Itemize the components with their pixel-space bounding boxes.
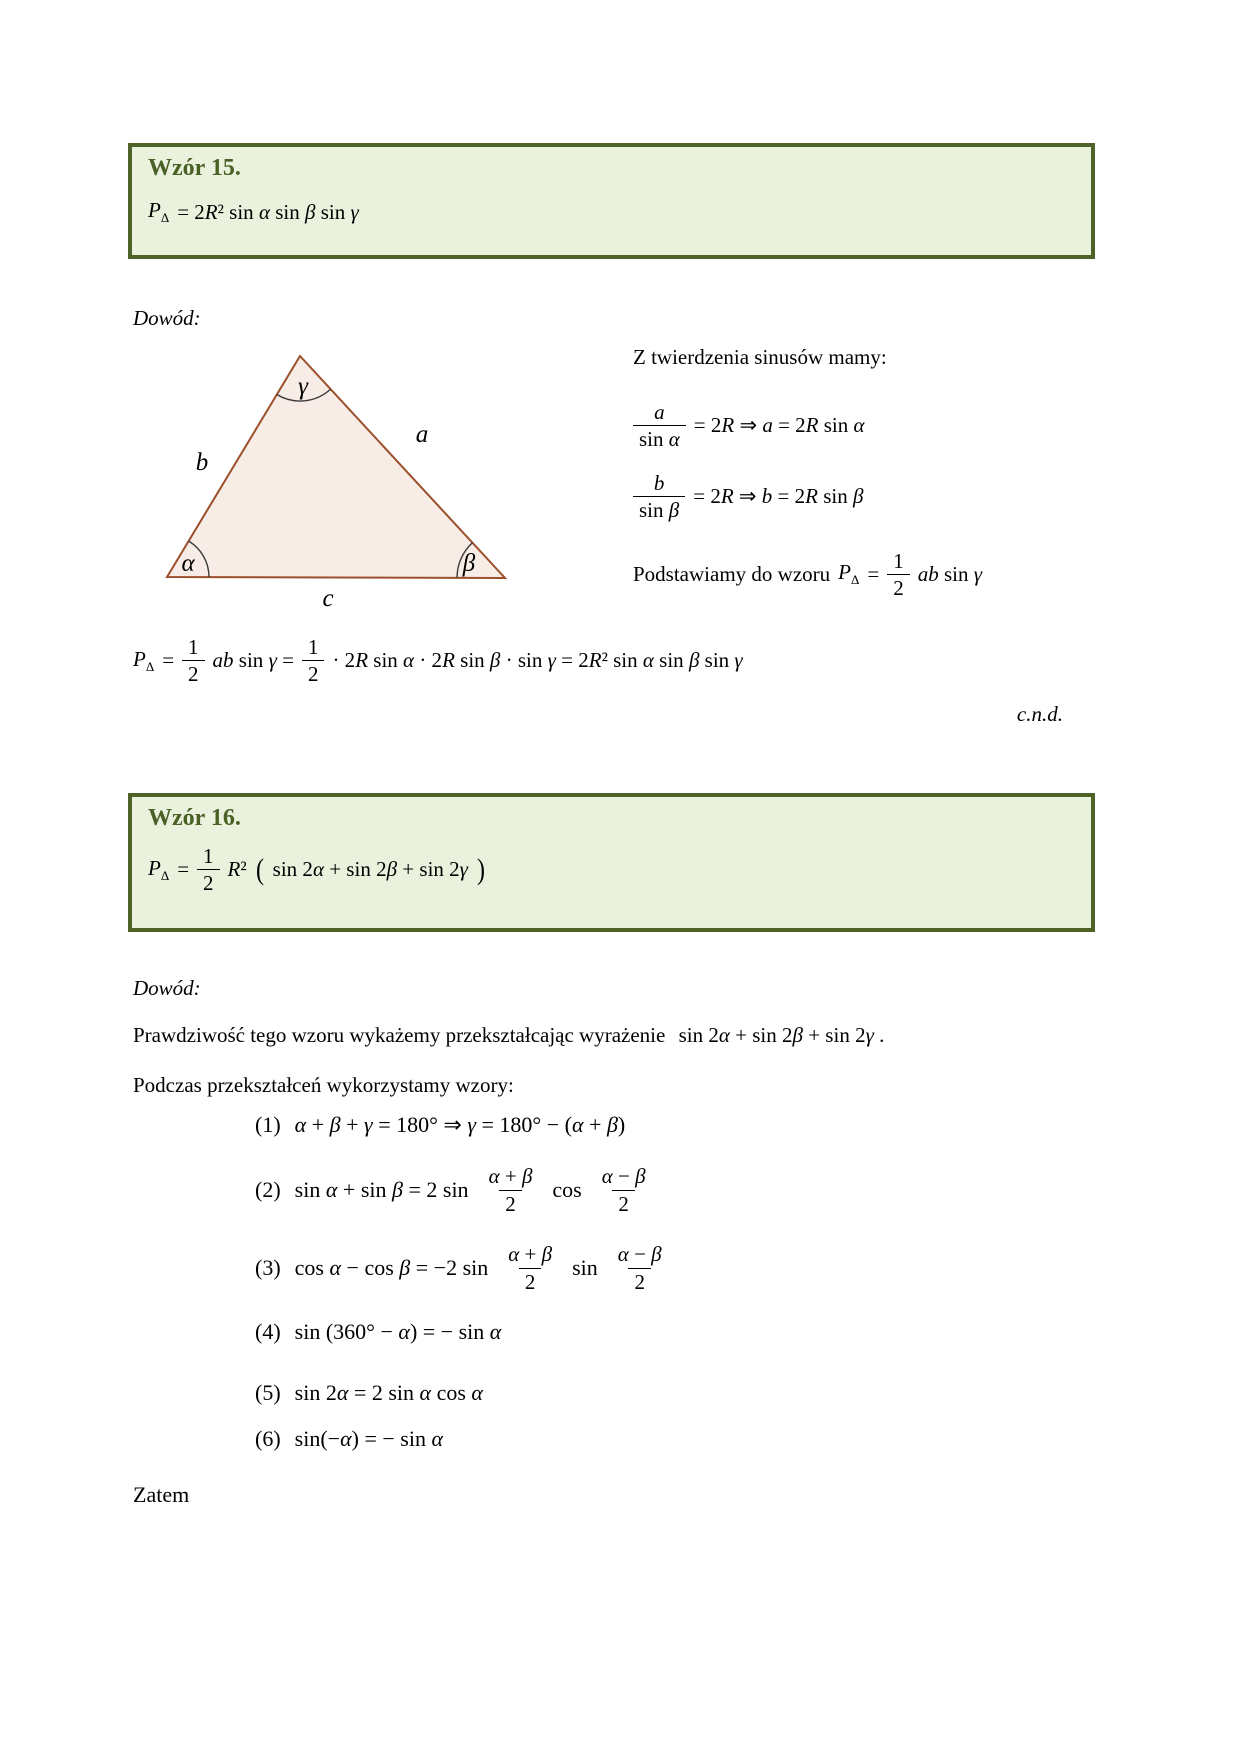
item-math: sin [572,1255,598,1280]
box15-formula-body: = 2R² sin α sin β sin γ [177,199,359,224]
intro-expression: sin 2α + sin 2β + sin 2γ . [678,1023,885,1047]
delta-subscript: Δ [160,210,170,226]
identity-list [255,1112,668,1452]
fraction-one-half: $\frac{1}{2}$ [182,635,205,686]
tools-line: Podczas przekształceń wykorzystamy wzory: [133,1073,514,1097]
box15-title: Wzór 15. [148,155,241,181]
identity-item-2 [255,1158,668,1222]
fraction-alpha-minus-beta: $\frac{\alpha - \beta}{2}$ [617,1242,662,1294]
item-math: sin (360° − α) = − sin α [294,1319,502,1344]
delta-subscript: Δ [850,572,860,588]
item-math: sin 2α = 2 sin α cos α [294,1380,483,1405]
angle-label-beta: β [462,550,476,577]
box16-formula: $P_\Delta$ = $\frac{1}{2}$ R² ( sin 2α + sin 2β + sin 2γ ) [148,844,485,896]
qed-label: c.n.d. [1016,702,1063,726]
identity-item-5 [255,1380,668,1406]
identity-item-4 [255,1316,668,1348]
fraction-one-half: $\frac{1}{2}$ [887,549,910,600]
triangle-polygon [167,356,505,578]
closing-label: Zatem [133,1482,190,1507]
item-math: sin(−α) = − sin α [294,1426,444,1451]
item-number: (3) [255,1255,281,1280]
box15-formula [148,198,1091,226]
p-delta-symbol: $P_\Delta$ [133,646,155,674]
formula-box-16 [128,793,1095,932]
item-math: cos [552,1177,582,1202]
derivation-line: $P_\Delta$ = $\frac{1}{2}$ ab sin γ = $\frac{1}{2}$ · 2R sin α · 2R sin β · sin γ = 2R² sin α sin β sin γ [133,635,743,687]
item-number: (6) [255,1426,281,1451]
item-number: (1) [255,1112,281,1137]
substitution-line: Podstawiamy do wzoru $P_\Delta$ = $\frac{1}{2}$ ab sin γ [633,548,982,600]
side-label-a: a [415,421,429,448]
formula-box-15 [128,143,1095,259]
p-delta-symbol: $P_\Delta$ [838,560,860,588]
item-number: (5) [255,1380,281,1405]
fraction-alpha-minus-beta: $\frac{\alpha - \beta}{2}$ [601,1164,646,1216]
sine-formula-a: $\frac{a}{\text{sin α}}$ = 2R ⇒ a = 2R sin α [633,400,1113,451]
item-number: (4) [255,1319,281,1344]
p-delta-symbol: $P_\Delta$ [148,855,170,883]
proof16-intro: Prawdziwość tego wzoru wykażemy przekształcając wyrażenie sin 2α + sin 2β + sin 2γ . [133,1023,885,1047]
fraction-a-over-sin-alpha: $\frac{a}{\text{sin α}}$ [633,400,686,451]
identity-item-1 [255,1112,668,1138]
fraction-b-over-sin-beta: $\frac{b}{\text{sin β}}$ [633,471,685,522]
fraction-one-half: $\frac{1}{2}$ [302,635,325,686]
left-paren: ( [255,852,264,886]
proof16-heading: Dowód: [133,976,201,1000]
sines-title: Z twierdzenia sinusów mamy: [633,345,887,369]
fraction-one-half: $\frac{1}{2}$ [197,844,220,895]
box16-title: Wzór 16. [148,805,241,831]
delta-subscript: Δ [160,867,170,883]
side-label-b: b [195,449,209,476]
identity-item-3 [255,1236,668,1300]
angle-label-alpha: α [181,550,195,577]
right-paren: ) [476,852,485,886]
item-math: sin α + sin β = 2 sin [294,1177,469,1202]
identity-item-6 [255,1426,668,1452]
p-delta-symbol: $P_\Delta$ [148,198,170,226]
angle-label-gamma: γ [298,373,308,400]
item-math: α + β + γ = 180° ⇒ γ = 180° − (α + β) [294,1112,626,1137]
item-math: cos α − cos β = −2 sin [294,1255,489,1280]
fraction-alpha-plus-beta: $\frac{\alpha + \beta}{2}$ [488,1164,533,1216]
delta-subscript: Δ [145,658,155,674]
triangle-figure [140,330,540,620]
item-number: (2) [255,1177,281,1202]
sine-formula-b: $\frac{b}{\text{sin β}}$ = 2R ⇒ b = 2R sin β [633,471,1113,522]
sine-theorem-column [633,345,1113,600]
fraction-alpha-plus-beta: $\frac{\alpha + \beta}{2}$ [508,1242,553,1294]
proof15-heading: Dowód: [133,306,201,330]
side-label-c: c [322,585,334,612]
